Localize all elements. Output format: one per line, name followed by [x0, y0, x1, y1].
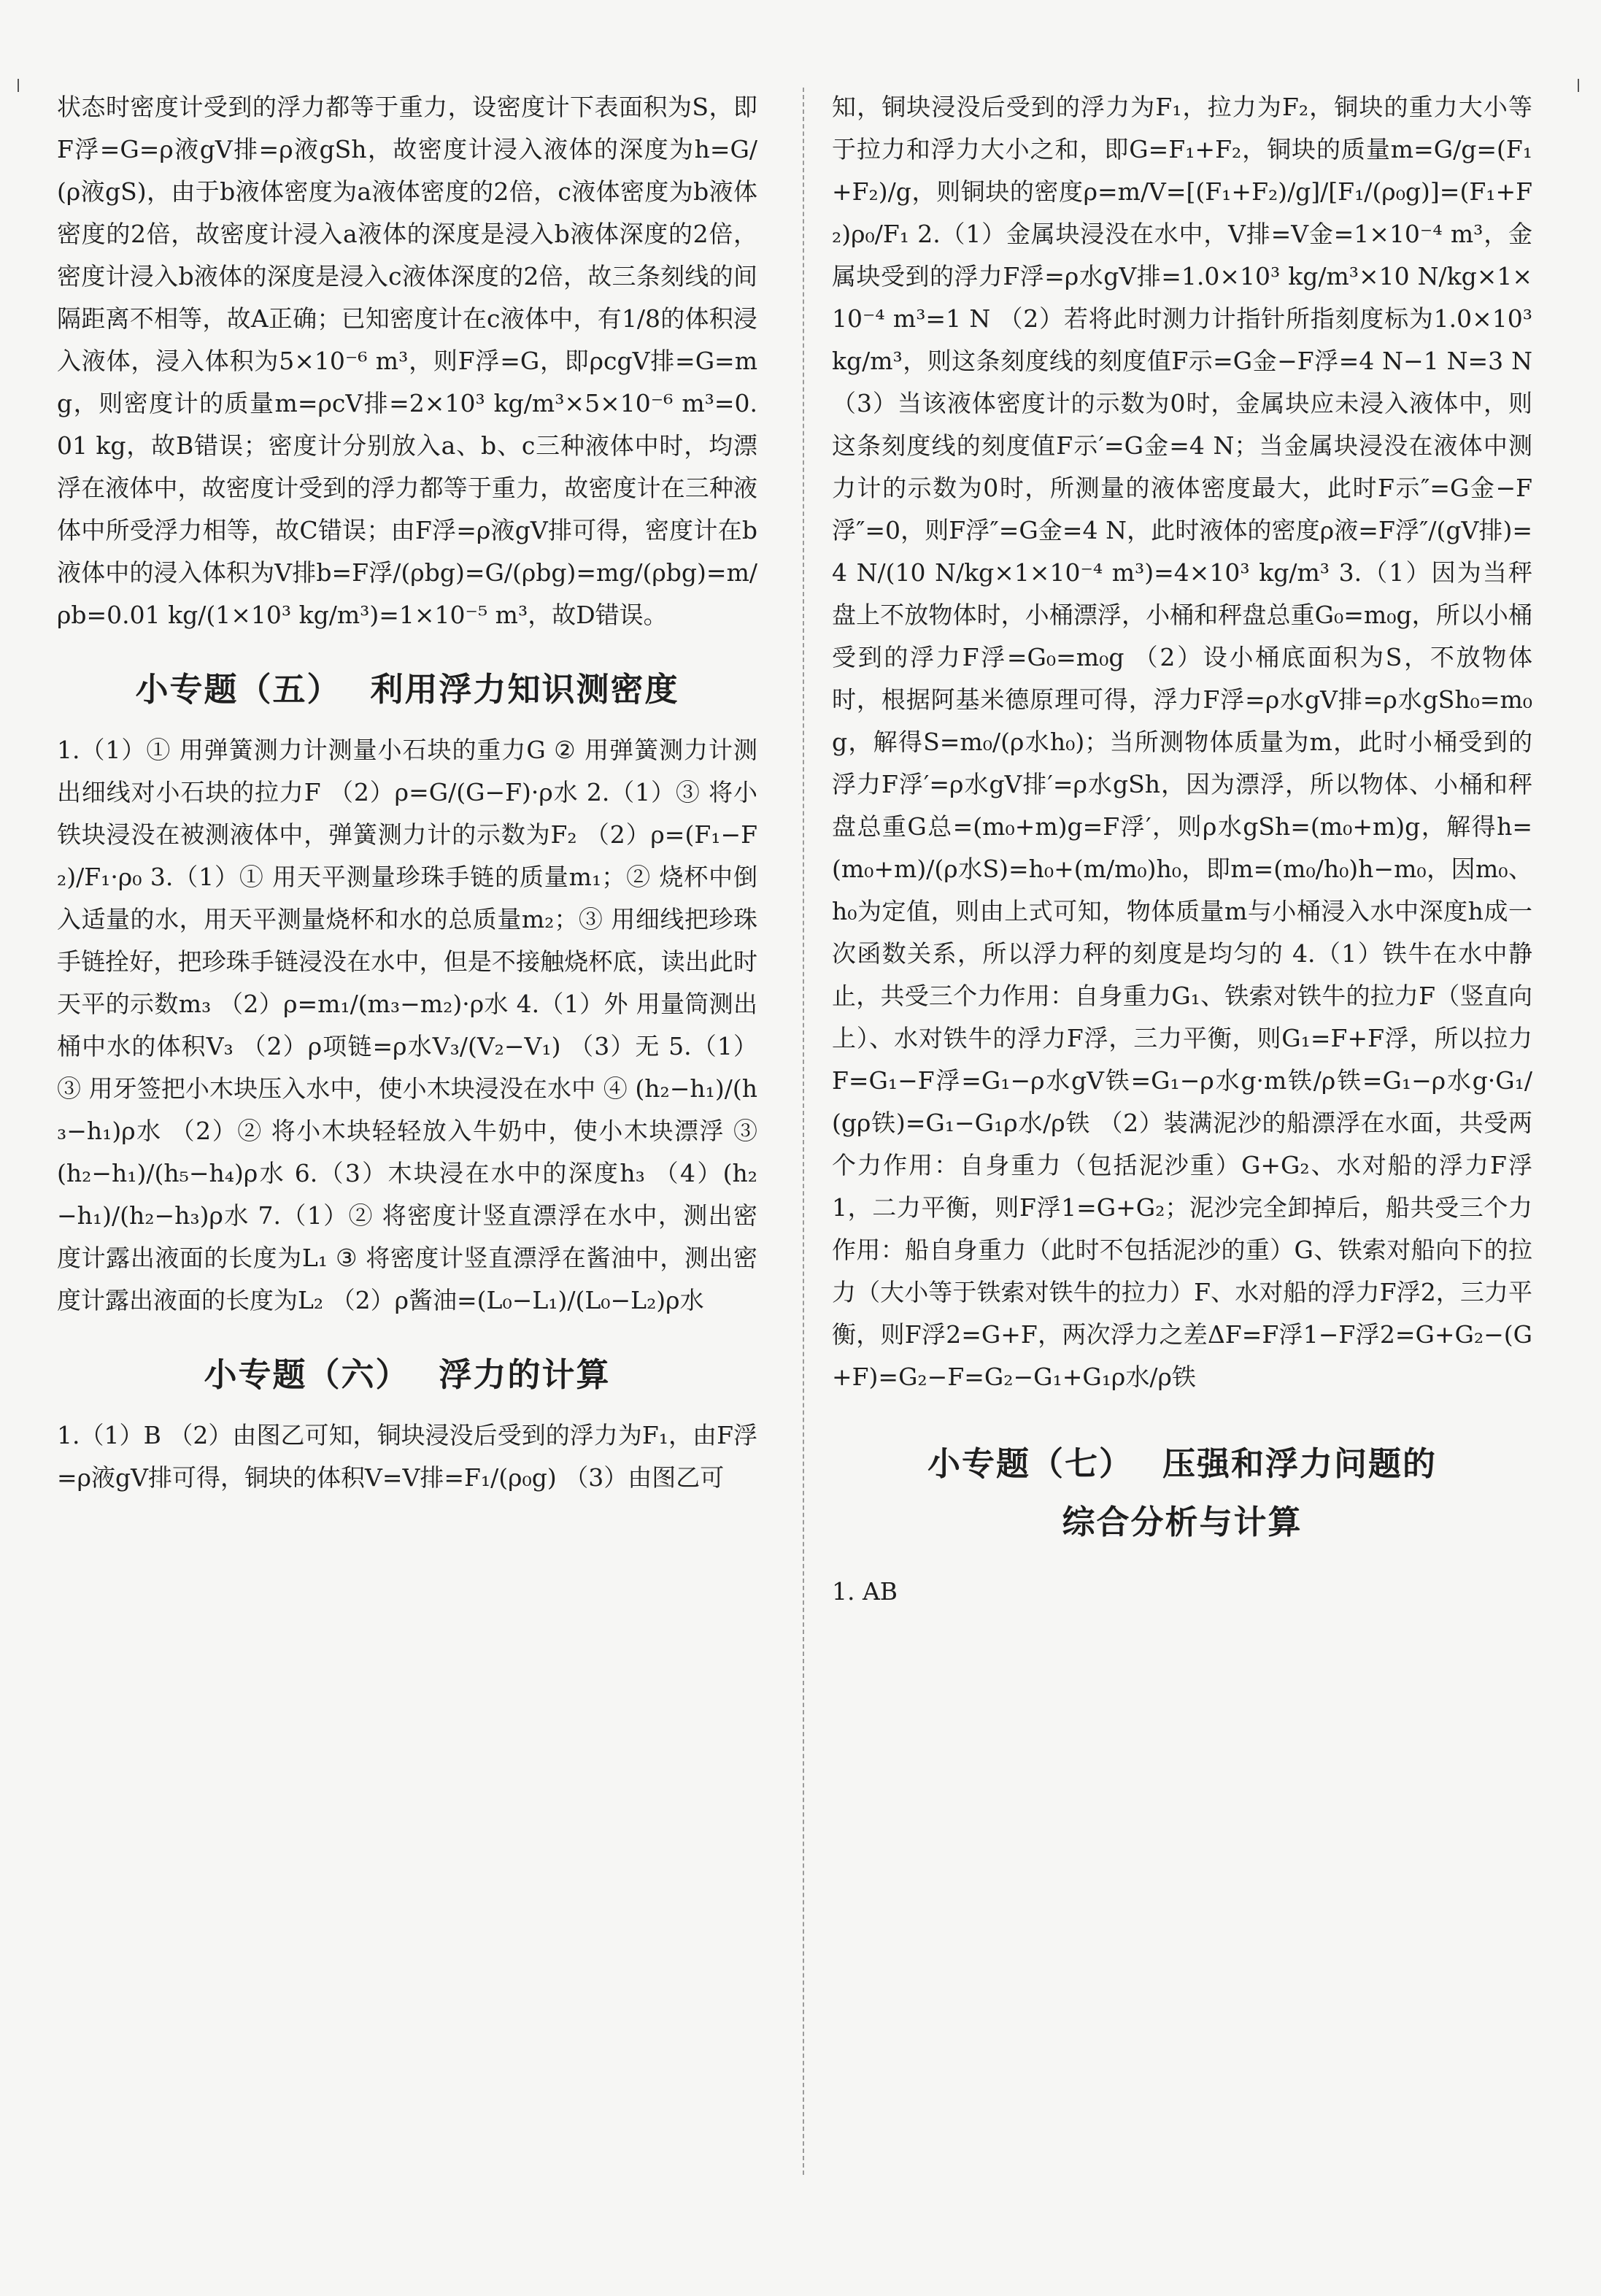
section-7-title — [832, 1435, 1532, 1552]
left-continuation-text: 状态时密度计受到的浮力都等于重力，设密度计下表面积为S，即F浮=G=ρ液gV排=ρ液gSh，故密度计浸入液体的深度为h=G/(ρ液gS)，由于b液体密度为a液体密度的2倍，c液体密度为b液体密度的2倍，故密度计浸入a液体的深度是浸入b液体深度的2倍，密度计浸入b液体的深度是浸入c液体深度的2倍，故三条刻线的间隔距离不相等，故A正确；已知密度计在c液体中，有1/8的体积浸入液体，浸入体积为5×10⁻⁶ m³，则F浮=G，即ρcgV排=G=mg，则密度计的质量m=ρcV排=2×10³ kg/m³×5×10⁻⁶ m³=0.01 kg，故B错误；密度计分别放入a、b、c三种液体中时，均漂浮在液体中，故密度计受到的浮力都等于重力，故密度计在三种液体中所受浮力相等，故C错误；由F浮=ρ液gV排可得，密度计在b液体中的浸入体积为V排b=F浮/(ρbg)=G/(ρbg)=mg/(ρbg)=m/ρb=0.01 kg/(1×10³ kg/m³)=1×10⁻⁵ m³，故D错误。 — [57, 93, 757, 629]
right-column — [832, 86, 1532, 1616]
section-6-number: 小专题（六） — [204, 1355, 410, 1394]
section-7-heading-line-2: 综合分析与计算 — [1062, 1503, 1303, 1541]
section-5-answers: 1.（1）① 用弹簧测力计测量小石块的重力G ② 用弹簧测力计测出细线对小石块的拉力F （2）ρ=G/(G−F)·ρ水 2.（1）③ 将小铁块浸没在被测液体中，弹簧测力计的示数为F₂ （2）ρ=(F₁−F₂)/F₁·ρ₀ 3.（1）① 用天平测量珍珠手链的质量m₁；② 烧杯中倒入适量的水，用天平测量烧杯和水的总质量m₂；③ 用细线把珍珠手链拴好，把珍珠手链浸没在水中，但是不接触烧杯底，读出此时天平的示数m₃ （2）ρ=m₁/(m₃−m₂)·ρ水 4.（1）外 用量筒测出桶中水的体积V₃ （2）ρ项链=ρ水V₃/(V₂−V₁) （3）无 5.（1）③ 用牙签把小木块压入水中，使小木块浸没在水中 ④ (h₂−h₁)/(h₃−h₁)ρ水 （2）② 将小木块轻轻放入牛奶中，使小木块漂浮 ③ (h₂−h₁)/(h₅−h₄)ρ水 6.（3）木块浸在水中的深度h₃ （4）(h₂−h₁)/(h₂−h₃)ρ水 7.（1）② 将密度计竖直漂浮在水中，测出密度计露出液面的长度为L₁ ③ 将密度计竖直漂浮在酱油中，测出密度计露出液面的长度为L₂ （2）ρ酱油=(L₀−L₁)/(L₀−L₂)ρ水 — [57, 736, 757, 1314]
right-continuation-text: 知，铜块浸没后受到的浮力为F₁，拉力为F₂，铜块的重力大小等于拉力和浮力大小之和，即G=F₁+F₂，铜块的质量m=G/g=(F₁+F₂)/g，则铜块的密度ρ=m/V=[(F₁+F₂)/g]/[F₁/(ρ₀g)]=(F₁+F₂)ρ₀/F₁ 2.（1）金属块浸没在水中，V排=V金=1×10⁻⁴ m³，金属块受到的浮力F浮=ρ水gV排=1.0×10³ kg/m³×10 N/kg×1×10⁻⁴ m³=1 N （2）若将此时测力计指针所指刻度标为1.0×10³ kg/m³，则这条刻度线的刻度值F示=G金−F浮=4 N−1 N=3 N （3）当该液体密度计的示数为0时，金属块应未浸入液体中，则这条刻度线的刻度值F示′=G金=4 N；当金属块浸没在液体中测力计的示数为0时，所测量的液体密度最大，此时F示″=G金−F浮″=0，则F浮″=G金=4 N，此时液体的密度ρ液=F浮″/(gV排)=4 N/(10 N/kg×1×10⁻⁴ m³)=4×10³ kg/m³ 3.（1）因为当秤盘上不放物体时，小桶漂浮，小桶和秤盘总重G₀=m₀g，所以小桶受到的浮力F浮=G₀=m₀g （2）设小桶底面积为S，不放物体时，根据阿基米德原理可得，浮力F浮=ρ水gV排=ρ水gSh₀=m₀g，解得S=m₀/(ρ水h₀)；当所测物体质量为m，此时小桶受到的浮力F浮′=ρ水gV排′=ρ水gSh，因为漂浮，所以物体、小桶和秤盘总重G总=(m₀+m)g=F浮′，则ρ水gSh=(m₀+m)g，解得h=(m₀+m)/(ρ水S)=h₀+(m/m₀)h₀，即m=(m₀/h₀)h−m₀，因m₀、h₀为定值，则由上式可知，物体质量m与小桶浸入水中深度h成一次函数关系，所以浮力秤的刻度是均匀的 4.（1）铁牛在水中静止，共受三个力作用：自身重力G₁、铁索对铁牛的拉力F（竖直向上）、水对铁牛的浮力F浮，三力平衡，则G₁=F+F浮，所以拉力F=G₁−F浮=G₁−ρ水gV铁=G₁−ρ水g·m铁/ρ铁=G₁−ρ水g·G₁/(gρ铁)=G₁−G₁ρ水/ρ铁 （2）装满泥沙的船漂浮在水面，共受两个力作用：自身重力（包括泥沙重）G+G₂、水对船的浮力F浮1，二力平衡，则F浮1=G+G₂；泥沙完全卸掉后，船共受三个力作用：船自身重力（此时不包括泥沙的重）G、铁索对船向下的拉力（大小等于铁索对铁牛的拉力）F、水对船的浮力F浮2，三力平衡，则F浮2=G+F，两次浮力之差ΔF=F浮1−F浮2=G+G₂−(G+F)=G₂−F=G₂−G₁+G₁ρ水/ρ铁 — [832, 93, 1532, 1391]
section-5-number: 小专题（五） — [135, 670, 342, 709]
section-7-number: 小专题（七） — [927, 1444, 1133, 1483]
section-7-title-line-1 — [832, 1435, 1532, 1493]
section-6-title — [57, 1348, 757, 1395]
section-6-answers: 1.（1）B （2）由图乙可知，铜块浸没后受到的浮力为F₁，由F浮=ρ液gV排可得，铜块的体积V=V排=F₁/(ρ₀g) （3）由图乙可 — [57, 1421, 757, 1492]
left-margin-mark — [18, 79, 25, 92]
section-5-title — [57, 663, 757, 710]
section-6-heading: 浮力的计算 — [439, 1355, 611, 1394]
section-5-heading: 利用浮力知识测密度 — [370, 670, 679, 709]
column-divider — [803, 88, 804, 2175]
section-7-answers: 1. AB — [832, 1577, 898, 1606]
left-column — [57, 86, 757, 1502]
section-7-heading-line-1: 压强和浮力问题的 — [1162, 1444, 1438, 1483]
right-margin-mark — [1578, 79, 1585, 92]
